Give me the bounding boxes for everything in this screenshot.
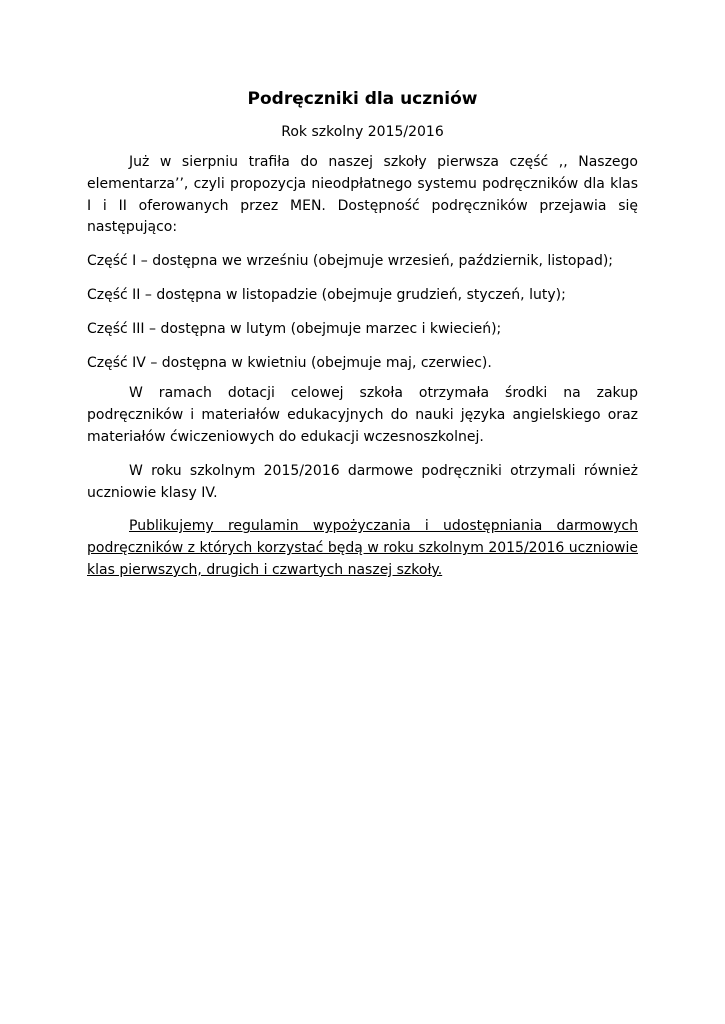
part-two-paragraph: Część II – dostępna w listopadzie (obejmuje grudzień, styczeń, luty); [87, 286, 566, 303]
grant-paragraph: W ramach dotacji celowej szkoła otrzymała środki na zakup podręczników i materiałów edukacyjnych do nauki języka angielskiego oraz materiałów ćwiczeniowych do edukacji wczesnoszkolnej. [87, 385, 638, 445]
regulations-link[interactable]: Publikujemy regulamin wypożyczania i udostępniania darmowych podręczników z których korzystać będą w roku szkolnym 2015/2016 uczniowie klas pierwszych, drugich i czwartych naszej szkoły. [87, 518, 638, 578]
part-one-paragraph: Część I – dostępna we wrześniu (obejmuje wrzesień, październik, listopad); [87, 253, 614, 270]
school-year-subtitle: Rok szkolny 2015/2016 [281, 124, 444, 140]
part-three-paragraph: Część III – dostępna w lutym (obejmuje marzec i kwiecień); [87, 320, 502, 337]
intro-paragraph: Już w sierpniu trafiła do naszej szkoły pierwsza część ,, Naszego elementarza’’, czyli propozycja nieodpłatnego systemu podręczników dla klas I i II oferowanych przez MEN. Dostępność podręczników przejawia się następująco: [87, 154, 638, 236]
part-four-paragraph: Część IV – dostępna w kwietniu (obejmuje maj, czerwiec). [87, 354, 492, 371]
class-four-paragraph: W roku szkolnym 2015/2016 darmowe podręczniki otrzymali również uczniowie klasy IV. [87, 462, 638, 501]
document-page [87, 86, 638, 582]
document-title: Podręczniki dla uczniów [247, 89, 478, 109]
